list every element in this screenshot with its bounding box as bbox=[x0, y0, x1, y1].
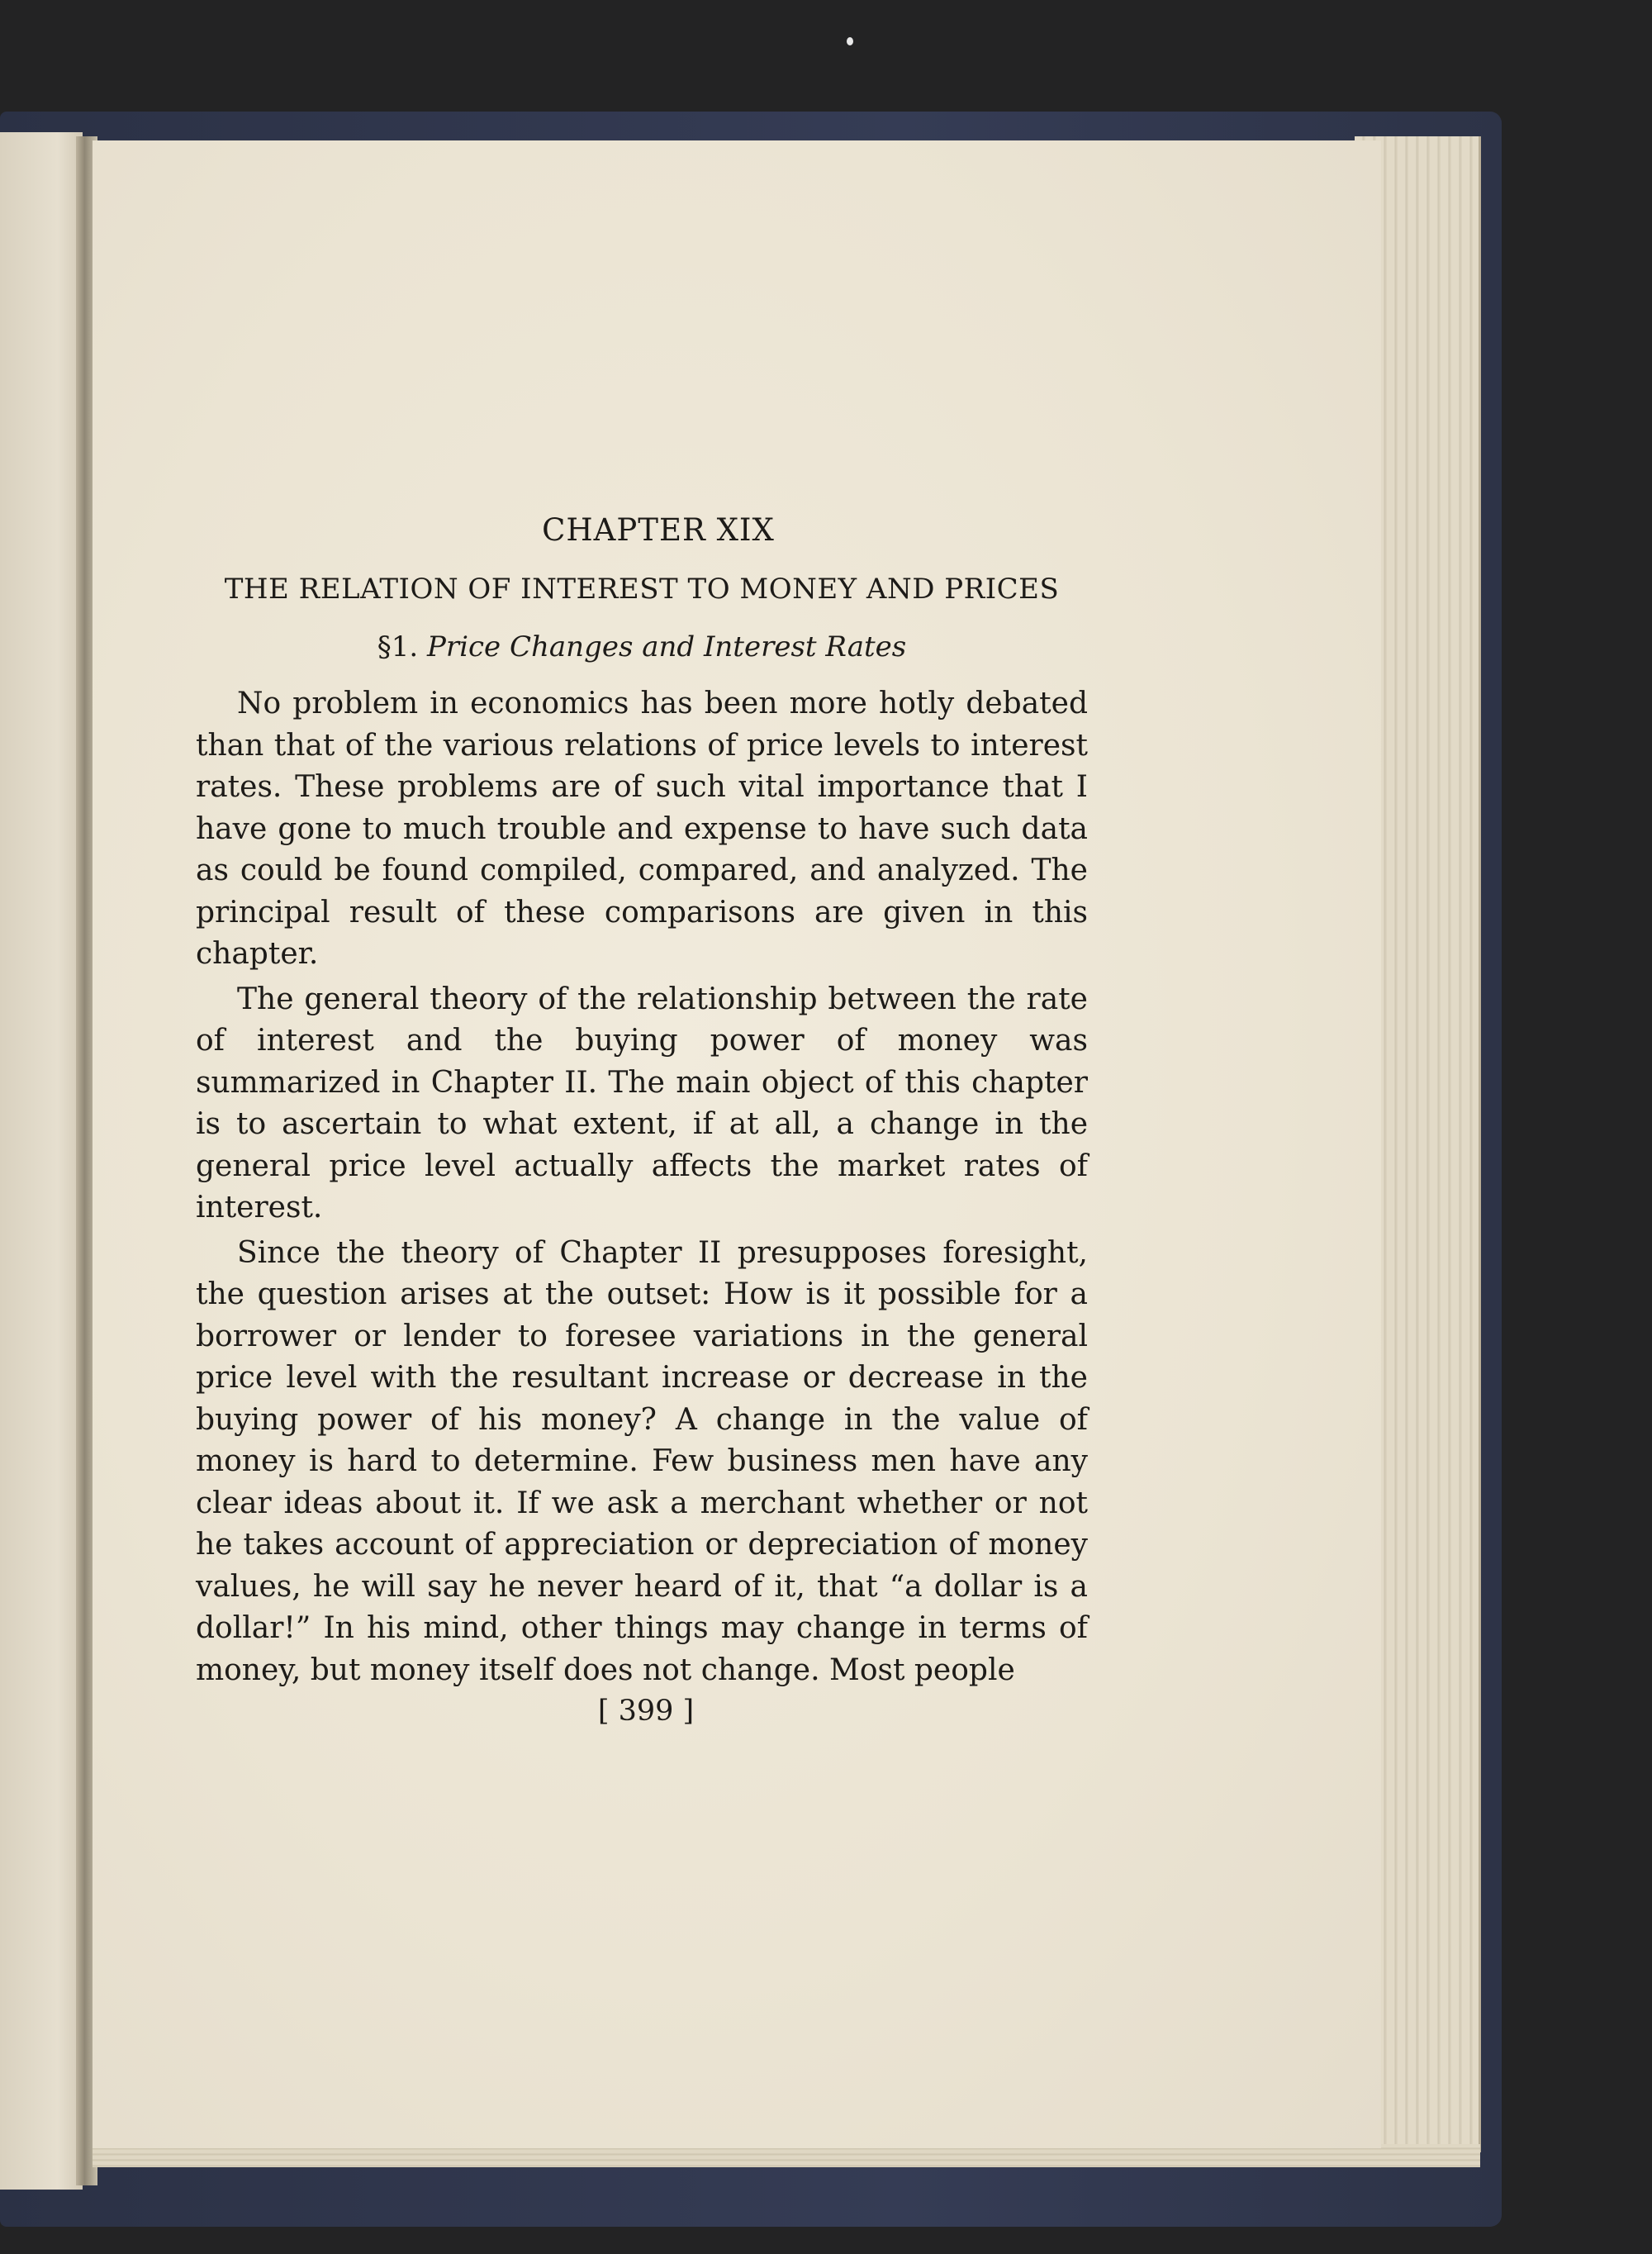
facing-page-edge bbox=[0, 132, 83, 2190]
paragraph: The general theory of the relationship between the rate of interest and the buying power of money was summarized in Chapter II. The main object of this chapter is to ascertain to what extent, if at all, a change in the general price level actually affects the market rates of interest. bbox=[196, 982, 1088, 1224]
chapter-number: CHAPTER XIX bbox=[542, 512, 775, 548]
page-text bbox=[196, 512, 1088, 1728]
section-number: §1. bbox=[377, 630, 419, 663]
paragraph: No problem in economics has been more hotly debated than that of the various relations of price levels to interest rates. These problems are of such vital importance that I have gone to much trouble and expense to have such data as could be found compiled, compared, and analyzed. The principal result of these comparisons are given in this chapter. bbox=[196, 687, 1088, 971]
paragraph: Since the theory of Chapter II presupposes foresight, the question arises at the outset: How is it possible for a borrower or lender to foresee variations in the general price level with the resultant increase or decrease in the buying power of his money? A change in the value of money is hard to determine. Few business men have any clear ideas about it. If we ask a merchant whether or not he takes account of appreciation or depreciation of money values, he will say he never heard of it, that “a dollar is a dollar!” In his mind, other things may change in terms of money, but money itself does not change. Most people bbox=[196, 1235, 1088, 1687]
section-heading bbox=[196, 630, 1088, 663]
dust-speck bbox=[847, 37, 853, 45]
page-number: [ 399 ] bbox=[597, 1695, 695, 1728]
section-title: Price Changes and Interest Rates bbox=[427, 630, 907, 663]
chapter-title: THE RELATION OF INTEREST TO MONEY AND PRICES bbox=[224, 573, 1060, 606]
